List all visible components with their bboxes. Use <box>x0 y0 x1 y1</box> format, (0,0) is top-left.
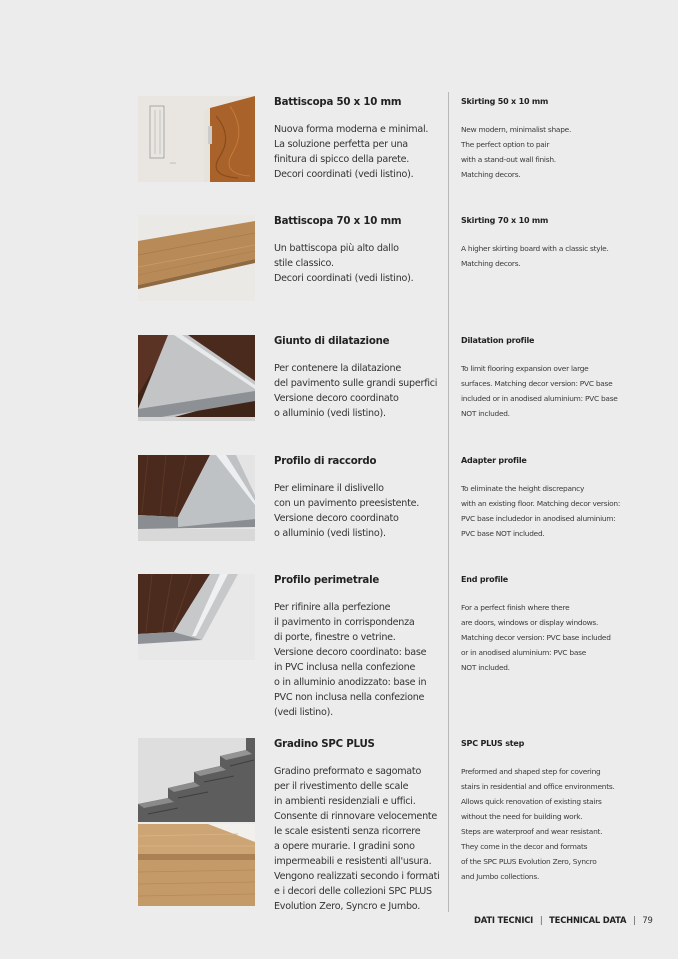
end-profile-image <box>138 574 255 660</box>
skirting-70-title-en: Skirting 70 x 10 mm <box>461 216 549 225</box>
adapter-title-en: Adapter profile <box>461 456 527 465</box>
skirting-50-title-it: Battiscopa 50 x 10 mm <box>274 97 402 108</box>
footer-label-it: DATI TECNICI <box>474 915 534 925</box>
page-number: 79 <box>642 915 653 925</box>
adapter-body-en: To eliminate the height discrepancy with an existing floor. Matching decor version: PVC base includedor in anodised aluminium: PVC base NOT included. <box>461 484 621 538</box>
skirting-50-title-en: Skirting 50 x 10 mm <box>461 97 549 106</box>
svg-text:mm: mm <box>170 161 176 165</box>
spc-step-title-en: SPC PLUS step <box>461 739 525 748</box>
footer-separator-1: | <box>539 915 543 925</box>
page-footer <box>474 915 653 925</box>
skirting-50-image <box>138 96 255 182</box>
skirting-70-body-en: A higher skirting board with a classic style. Matching decors. <box>461 244 609 268</box>
spc-step-stone-image <box>138 738 255 822</box>
dilatation-title-it: Giunto di dilatazione <box>274 336 390 347</box>
end-profile-body-en: For a perfect finish where there are doors, windows or display windows. Matching decor version: PVC base included or in anodised aluminium: PVC base NOT included. <box>461 603 611 672</box>
end-profile-title-it: Profilo perimetrale <box>274 575 380 586</box>
skirting-50-body-en: New modern, minimalist shape. The perfect option to pair with a stand-out wall finish. Matching decors. <box>461 125 572 179</box>
dilatation-title-en: Dilatation profile <box>461 336 535 345</box>
adapter-title-it: Profilo di raccordo <box>274 456 377 467</box>
spc-step-wood-image <box>138 824 255 906</box>
spc-step-body-it: Gradino preformato e sagomato per il rivestimento delle scale in ambienti residenziali e uffici. Consente di rinnovare velocemente le scale esistenti senza ricorrere a opere murarie. I gradini sono impermeabili e resistenti all'usura. Vengono realizzati secondo i formati e i decori delle collezioni SPC PLUS Evolution Zero, Syncro e Jumbo. <box>274 766 440 912</box>
dilatation-body-en: To limit flooring expansion over large surfaces. Matching decor version: PVC base included or in anodised aluminium: PVC base NOT included. <box>461 364 618 418</box>
skirting-70-image <box>138 215 255 301</box>
skirting-70-body-it: Un battiscopa più alto dallo stile classico. Decori coordinati (vedi listino). <box>274 243 414 284</box>
skirting-50-body-it: Nuova forma moderna e minimal. La soluzione perfetta per una finitura di spicco della parete. Decori coordinati (vedi listino). <box>274 124 429 180</box>
footer-label-en: TECHNICAL DATA <box>549 915 627 925</box>
skirting-70-title-it: Battiscopa 70 x 10 mm <box>274 216 402 227</box>
dilatation-body-it: Per contenere la dilatazione del pavimento sulle grandi superfici Versione decoro coordinato o alluminio (vedi listino). <box>274 363 438 419</box>
spc-step-title-it: Gradino SPC PLUS <box>274 739 375 750</box>
end-profile-title-en: End profile <box>461 575 509 584</box>
end-profile-body-it: Per rifinire alla perfezione il pavimento in corrispondenza di porte, finestre o vetrine. Versione decoro coordinato: base in PVC inclusa nella confezione o in alluminio anodizzato: base in PVC non inclusa nella confezione (vedi listino). <box>274 602 427 718</box>
column-divider <box>448 92 449 912</box>
adapter-profile-image <box>138 455 255 541</box>
adapter-body-it: Per eliminare il dislivello con un pavimento preesistente. Versione decoro coordinato o alluminio (vedi listino). <box>274 483 420 539</box>
footer-separator-2: | <box>633 915 636 925</box>
spc-step-body-en: Preformed and shaped step for covering stairs in residential and office environments. Allows quick renovation of existing stairs without the need for building work. Steps are waterproof and wear resistant. They come in the decor and formats of the SPC PLUS Evolution Zero, Syncro and Jumbo collections. <box>461 767 615 881</box>
dilatation-profile-image <box>138 335 255 421</box>
